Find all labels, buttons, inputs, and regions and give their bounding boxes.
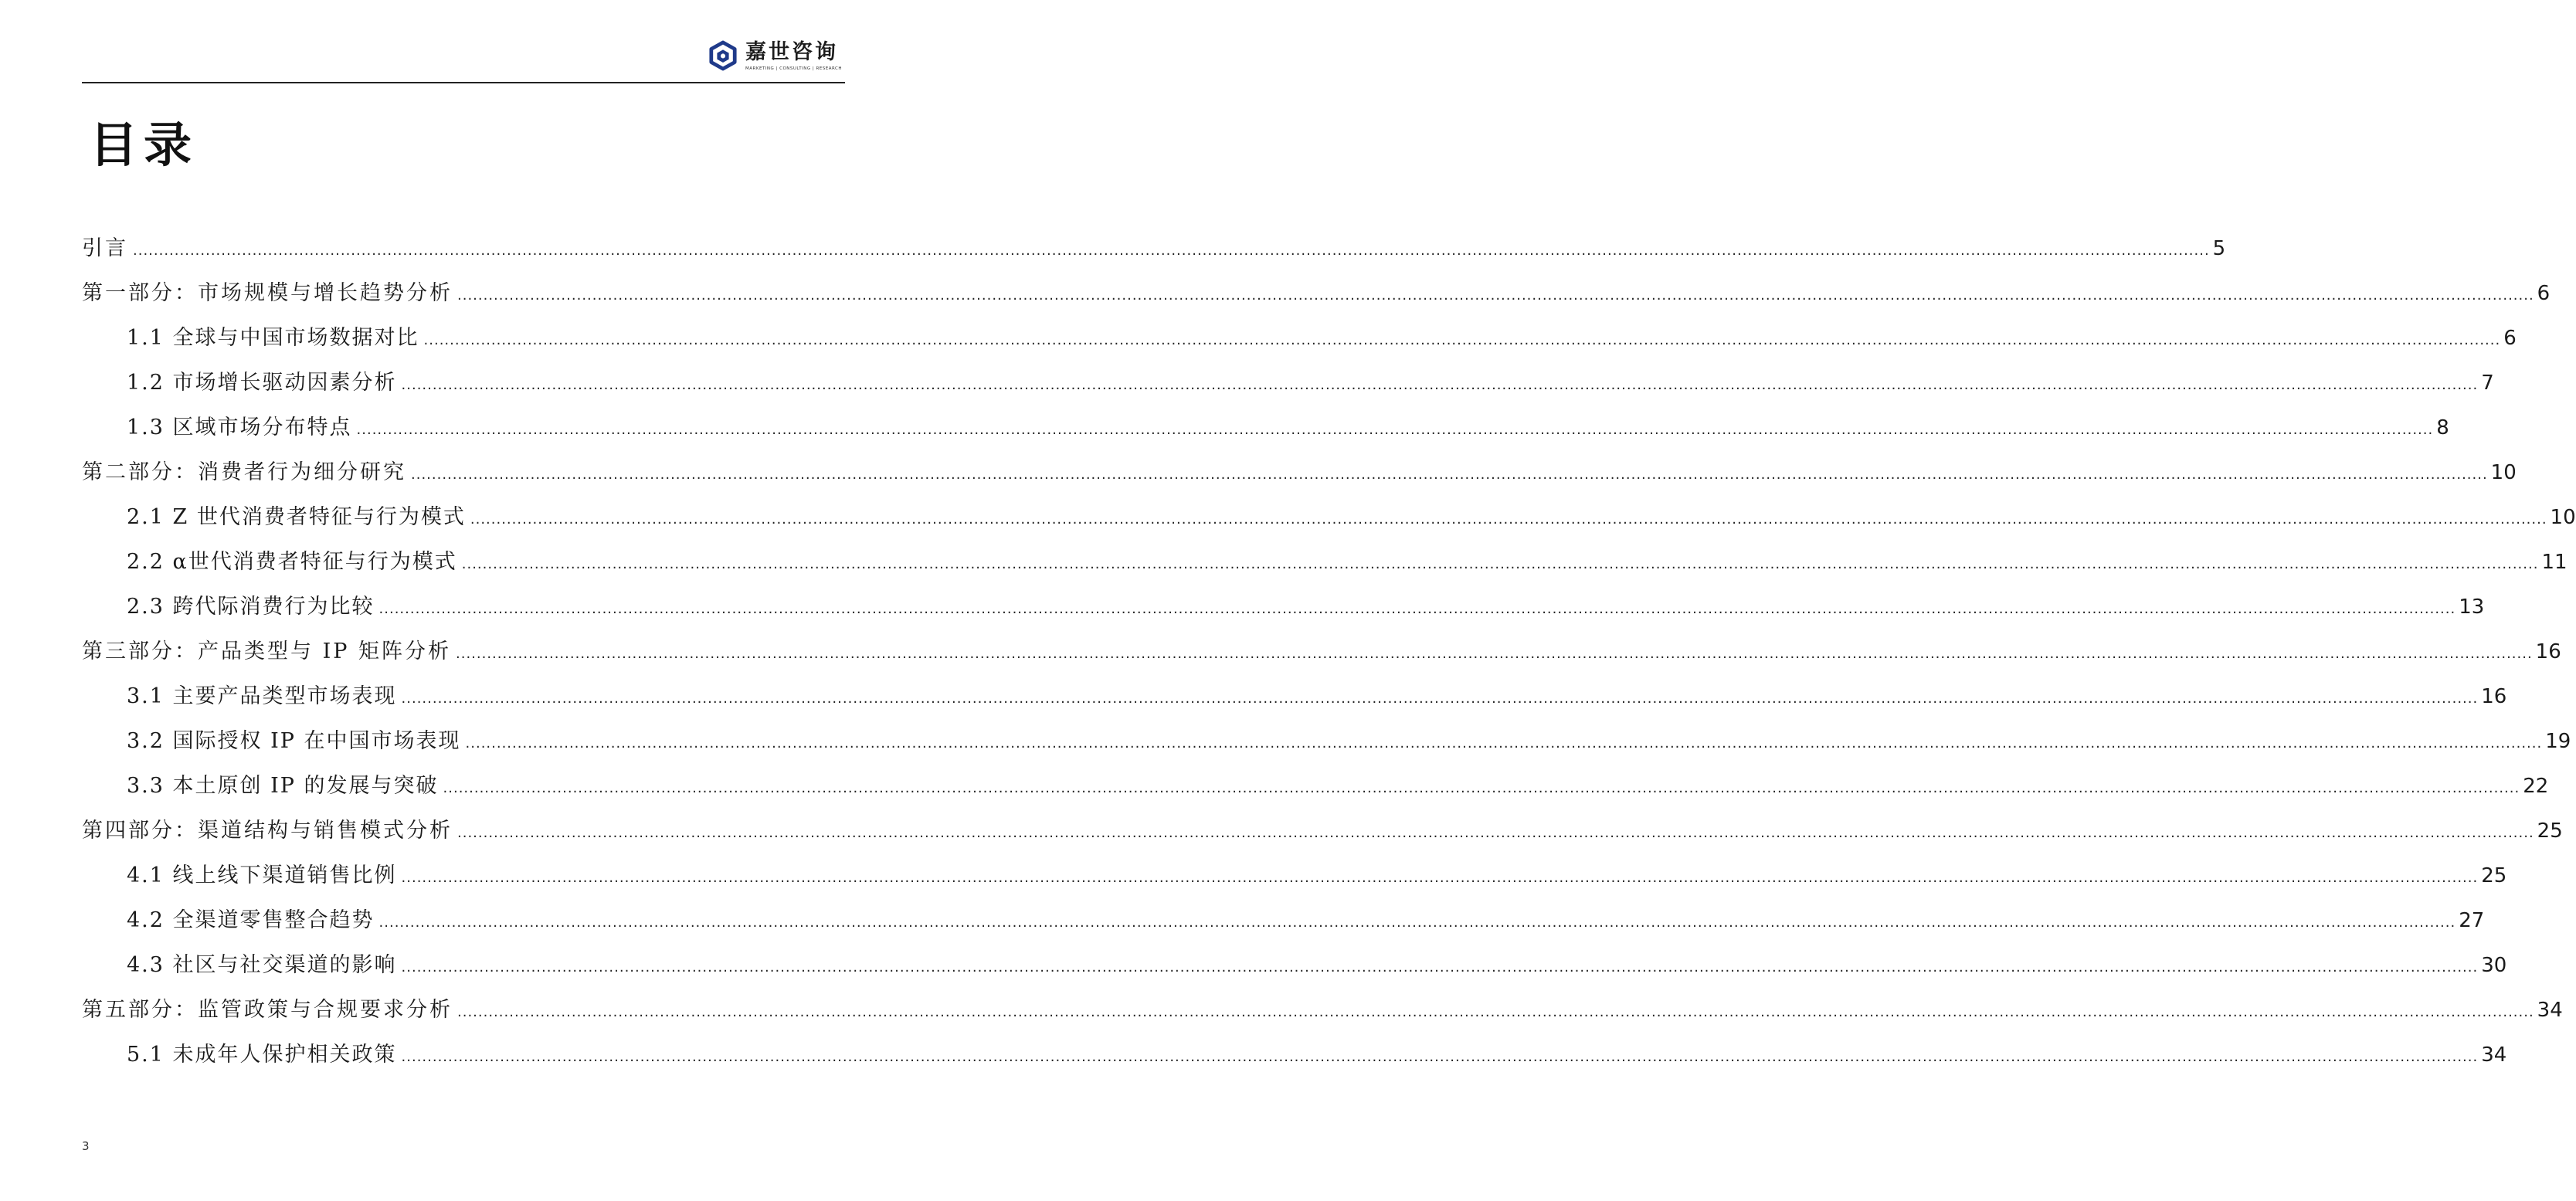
toc-entry-page: 6 (2537, 282, 2551, 305)
toc-entry-page: 11 (2541, 551, 2568, 574)
toc-entry[interactable] (82, 988, 2563, 1033)
toc-entry[interactable] (82, 540, 2568, 585)
toc-entry-page: 13 (2459, 595, 2485, 619)
toc-entry[interactable] (82, 226, 2226, 271)
toc-dot-leader: ................................................................................................................................................................................................................................................................................................................................................................................................................ (457, 1004, 2534, 1020)
toc-dot-leader: ................................................................................................................................................................................................................................................................................................................................................................................................................ (401, 959, 2479, 975)
brand-name: 嘉世咨询 (745, 39, 839, 64)
page-header (82, 31, 845, 83)
page-number: 3 (82, 1139, 90, 1153)
toc-entry[interactable] (82, 585, 2485, 629)
toc-entry-page: 34 (2537, 999, 2563, 1022)
toc-entry-page: 19 (2545, 730, 2571, 753)
page-title: 目录 (90, 117, 199, 173)
toc-entry[interactable] (82, 764, 2549, 809)
toc-dot-leader: ................................................................................................................................................................................................................................................................................................................................................................................................................ (401, 377, 2479, 393)
toc-entry[interactable] (82, 674, 2507, 719)
toc-entry-label: 3.2 国际授权 IP 在中国市场表现 (127, 729, 461, 753)
toc-entry-page: 30 (2481, 954, 2507, 977)
toc-entry[interactable] (82, 405, 2449, 450)
toc-dot-leader: ................................................................................................................................................................................................................................................................................................................................................................................................................ (356, 422, 2434, 438)
brand-logo-text (745, 41, 842, 71)
toc-dot-leader: ................................................................................................................................................................................................................................................................................................................................................................................................................ (378, 601, 2456, 617)
toc-entry[interactable] (82, 719, 2571, 764)
toc-entry-page: 25 (2537, 819, 2563, 843)
toc-entry-label: 第一部分：市场规模与增长趋势分析 (82, 281, 453, 305)
toc-entry-page: 5 (2212, 237, 2226, 260)
toc-entry-page: 22 (2523, 775, 2549, 798)
toc-entry-page: 16 (2535, 640, 2561, 663)
toc-entry-page: 10 (2490, 461, 2517, 484)
toc-dot-leader: ................................................................................................................................................................................................................................................................................................................................................................................................................ (423, 332, 2501, 348)
toc-dot-leader: ................................................................................................................................................................................................................................................................................................................................................................................................................ (457, 287, 2534, 304)
toc-entry[interactable] (82, 450, 2517, 495)
toc-entry[interactable] (82, 943, 2507, 988)
toc-dot-leader: ................................................................................................................................................................................................................................................................................................................................................................................................................ (401, 1049, 2479, 1065)
toc-dot-leader: ................................................................................................................................................................................................................................................................................................................................................................................................................ (456, 646, 2533, 662)
toc-entry-label: 1.1 全球与中国市场数据对比 (127, 326, 419, 350)
toc-dot-leader: ................................................................................................................................................................................................................................................................................................................................................................................................................ (378, 914, 2456, 931)
toc-entry-label: 2.1 Z 世代消费者特征与行为模式 (127, 505, 466, 529)
toc-dot-leader: ................................................................................................................................................................................................................................................................................................................................................................................................................ (411, 466, 2488, 483)
toc-entry-page: 25 (2481, 864, 2507, 887)
toc-entry-label: 4.3 社区与社交渠道的影响 (127, 953, 397, 977)
toc-dot-leader: ................................................................................................................................................................................................................................................................................................................................................................................................................ (470, 511, 2547, 528)
toc-entry-label: 第三部分：产品类型与 IP 矩阵分析 (82, 640, 451, 663)
toc-entry[interactable] (82, 495, 2576, 540)
toc-entry-label: 3.3 本土原创 IP 的发展与突破 (127, 774, 439, 798)
toc-entry[interactable] (82, 271, 2551, 316)
toc-entry-page: 27 (2459, 909, 2485, 932)
toc-entry[interactable] (82, 809, 2563, 853)
toc-entry-label: 1.3 区域市场分布特点 (127, 416, 352, 439)
toc-dot-leader: ................................................................................................................................................................................................................................................................................................................................................................................................................ (133, 243, 2210, 259)
toc-entry-label: 引言 (82, 236, 128, 260)
toc-entry-page: 34 (2481, 1043, 2507, 1067)
toc-entry-label: 2.2 α世代消费者特征与行为模式 (127, 550, 457, 574)
brand-logo (708, 40, 842, 71)
toc-entry-label: 4.1 线上线下渠道销售比例 (127, 863, 397, 887)
toc-entry-page: 10 (2550, 506, 2576, 529)
toc-entry-label: 第五部分：监管政策与合规要求分析 (82, 998, 453, 1022)
toc-entry-page: 16 (2481, 685, 2507, 708)
toc-entry-label: 5.1 未成年人保护相关政策 (127, 1043, 397, 1067)
toc-dot-leader: ................................................................................................................................................................................................................................................................................................................................................................................................................ (457, 825, 2534, 841)
toc-dot-leader: ................................................................................................................................................................................................................................................................................................................................................................................................................ (443, 780, 2520, 796)
toc-dot-leader: ................................................................................................................................................................................................................................................................................................................................................................................................................ (401, 870, 2479, 886)
toc-entry-label: 第二部分：消费者行为细分研究 (82, 460, 406, 484)
brand-tagline: MARKETING | CONSULTING | RESEARCH (745, 66, 842, 71)
toc-entry-label: 2.3 跨代际消费行为比较 (127, 595, 375, 619)
toc-entry[interactable] (82, 1033, 2507, 1077)
toc-entry[interactable] (82, 316, 2517, 361)
toc-entry[interactable] (82, 629, 2561, 674)
toc-entry-label: 1.2 市场增长驱动因素分析 (127, 371, 397, 395)
toc-entry-label: 第四部分：渠道结构与销售模式分析 (82, 819, 453, 843)
toc-entry[interactable] (82, 853, 2507, 898)
toc-dot-leader: ................................................................................................................................................................................................................................................................................................................................................................................................................ (465, 735, 2543, 751)
toc-entry-page: 8 (2436, 416, 2449, 439)
toc-entry[interactable] (82, 898, 2485, 943)
toc-entry-label: 3.1 主要产品类型市场表现 (127, 684, 397, 708)
toc-dot-leader: ................................................................................................................................................................................................................................................................................................................................................................................................................ (401, 690, 2479, 707)
toc-dot-leader: ................................................................................................................................................................................................................................................................................................................................................................................................................ (461, 556, 2539, 572)
toc-entry-page: 7 (2481, 371, 2494, 395)
brand-logo-icon (708, 40, 738, 71)
toc-entry-label: 4.2 全渠道零售整合趋势 (127, 908, 375, 932)
table-of-contents (82, 226, 2576, 1077)
toc-entry[interactable] (82, 361, 2494, 405)
toc-entry-page: 6 (2503, 327, 2517, 350)
